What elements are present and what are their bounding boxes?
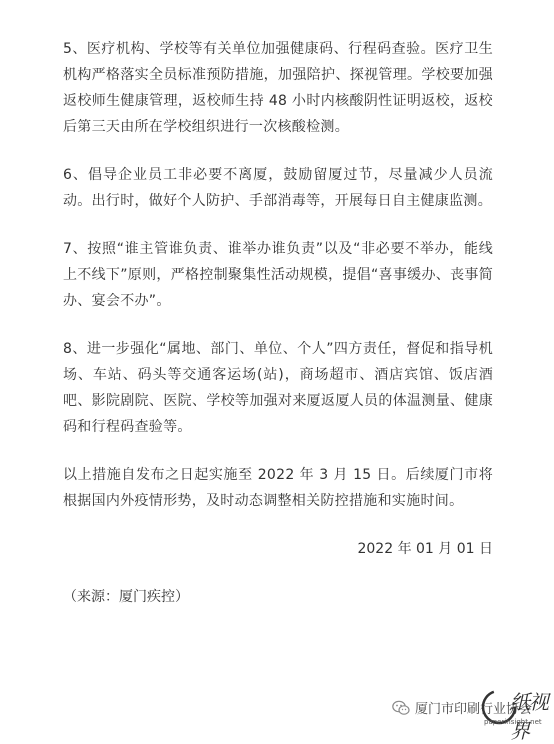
paragraph-item-7: 7、按照“谁主管谁负责、谁举办谁负责”以及“非必要不举办，能线上不线下”原则，严格控制聚集性活动规模，提倡“喜事缓办、丧事简办、宴会不办”。 bbox=[63, 241, 493, 309]
watermark-text: 纸视界 bbox=[510, 690, 548, 743]
wechat-icon bbox=[392, 700, 410, 716]
publish-date: 2022 年 01 月 01 日 bbox=[357, 541, 493, 557]
source-credit: （来源：厦门疾控） bbox=[63, 589, 189, 605]
paragraph-item-6: 6、倡导企业员工非必要不离厦，鼓励留厦过节，尽量减少人员流动。出行时，做好个人防护、手部消毒等，开展每日自主健康监测。 bbox=[63, 167, 493, 209]
article-body bbox=[63, 36, 493, 610]
footer-attribution bbox=[392, 690, 552, 743]
account-name[interactable]: 厦门市印刷行业协会 bbox=[415, 702, 533, 717]
paragraph-item-5: 5、医疗机构、学校等有关单位加强健康码、行程码查验。医疗卫生机构严格落实全员标准预防措施，加强陪护、探视管理。学校要加强返校师生健康管理，返校师生持 48 小时内核酸阴性证明返校，返校后第三天由所在学校组织进行一次核酸检测。 bbox=[63, 41, 493, 135]
implementation-note: 以上措施自发布之日起实施至 2022 年 3 月 15 日。后续厦门市将根据国内外疫情形势，及时动态调整相关防控措施和实施时间。 bbox=[63, 467, 493, 509]
paragraph-item-8: 8、进一步强化“属地、部门、单位、个人”四方责任，督促和指导机场、车站、码头等交通客运场(站)，商场超市、酒店宾馆、饭店酒吧、影院剧院、医院、学校等加强对来厦返厦人员的体温测量、健康码和行程码查验等。 bbox=[63, 341, 493, 435]
watermark-url: paperinsight.net bbox=[484, 718, 542, 726]
